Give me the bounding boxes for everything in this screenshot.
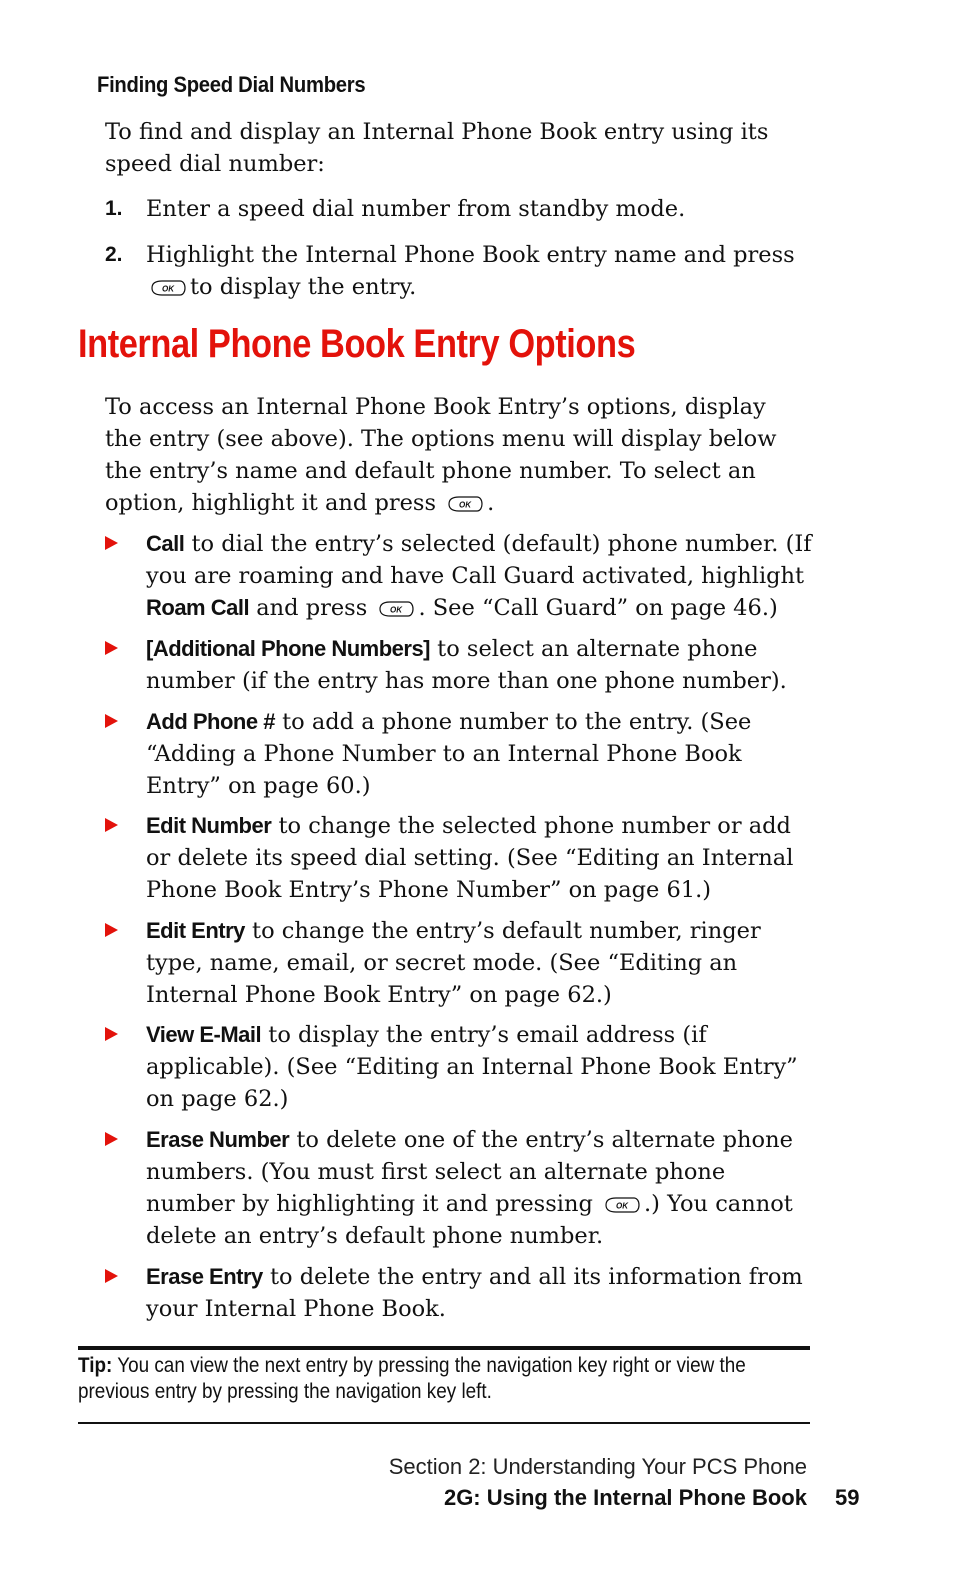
options-intro xyxy=(105,391,805,519)
step-number: 1. xyxy=(105,197,123,220)
option-text xyxy=(146,810,815,906)
option-text xyxy=(146,633,815,697)
option-description: to delete the entry and all its information from your Internal Phone Book. xyxy=(146,1264,803,1322)
step-1 xyxy=(105,193,805,225)
tip-text: You can view the next entry by pressing the navigation key right or view the previous entry by pressing the navigation key left. xyxy=(78,1354,746,1403)
option-text xyxy=(146,1261,815,1325)
options-intro-text: To access an Internal Phone Book Entry’s options, display the entry (see above). The options menu will display below the entry’s name and default phone number. To select an option, highlight it and press xyxy=(105,394,777,516)
page-number: 59 xyxy=(835,1485,860,1510)
step-number: 2. xyxy=(105,243,123,266)
option-term: Erase Entry xyxy=(146,1264,263,1289)
svg-text:OK: OK xyxy=(459,500,472,510)
bullet-arrow-icon xyxy=(105,641,118,655)
ok-key-icon xyxy=(378,601,414,617)
option-text xyxy=(146,1019,815,1115)
option-erase-entry xyxy=(105,1261,815,1325)
option-description: to display the entry’s email address (if applicable). (See “Editing an Internal Phone Book Entry” on page 62.) xyxy=(146,1022,798,1112)
footer-chapter-title: 2G: Using the Internal Phone Book xyxy=(443,1485,807,1510)
ok-key-icon xyxy=(150,280,186,296)
option-description: to add a phone number to the entry. (See “Adding a Phone Number to an Internal Phone Book Entry” on page 60.) xyxy=(146,709,752,799)
footer-section-title: Section 2: Understanding Your PCS Phone xyxy=(388,1454,807,1479)
bullet-arrow-icon xyxy=(105,1027,118,1041)
tip-label: Tip: xyxy=(78,1354,113,1377)
option-text xyxy=(146,915,815,1011)
bullet-arrow-icon xyxy=(105,1132,118,1146)
option-erase-number xyxy=(105,1124,815,1252)
ok-key-icon xyxy=(604,1197,640,1213)
step-text-after: to display the entry. xyxy=(190,274,417,300)
option-description: to delete one of the entry’s alternate phone numbers. (You must first select an alternate phone number by highlighting it and pressing xyxy=(146,1127,793,1217)
option-term: Edit Entry xyxy=(146,918,245,943)
finding-intro: To find and display an Internal Phone Book entry using its speed dial number: xyxy=(105,119,769,177)
step-text xyxy=(146,239,805,303)
options-intro-end: . xyxy=(487,490,495,516)
option-description: and press xyxy=(249,595,368,621)
option-text xyxy=(146,706,815,802)
bullet-arrow-icon xyxy=(105,714,118,728)
tip-box xyxy=(78,1353,816,1405)
option-edit-number xyxy=(105,810,815,906)
step-text-before: Highlight the Internal Phone Book entry name and press xyxy=(146,242,795,268)
bullet-arrow-icon xyxy=(105,536,118,550)
option-description: to change the entry’s default number, ringer type, name, email, or secret mode. (See “Editing an Internal Phone Book Entry” on page 62.) xyxy=(146,918,761,1008)
page-title: Internal Phone Book Entry Options xyxy=(78,322,636,366)
option-call xyxy=(105,528,815,624)
tip-top-rule xyxy=(78,1346,810,1350)
option-term: Add Phone # xyxy=(146,709,275,734)
option-edit-entry xyxy=(105,915,815,1011)
option-term: Call xyxy=(146,531,185,556)
section-subheading: Finding Speed Dial Numbers xyxy=(97,72,366,97)
tip-bottom-rule xyxy=(78,1422,810,1424)
option-add-phone xyxy=(105,706,815,802)
step-2 xyxy=(105,239,805,303)
ok-key-icon xyxy=(447,496,483,512)
option-description: to dial the entry’s selected (default) phone number. (If you are roaming and have Call Guard activated, highlight xyxy=(146,531,812,589)
svg-text:OK: OK xyxy=(616,1201,629,1211)
svg-text:OK: OK xyxy=(162,284,174,294)
option-additional-numbers xyxy=(105,633,815,697)
svg-text:OK: OK xyxy=(390,605,403,615)
option-description: to change the selected phone number or add or delete its speed dial setting. (See “Editing an Internal Phone Book Entry’s Phone Number” on page 61.) xyxy=(146,813,794,903)
option-description: . See “Call Guard” on page 46.) xyxy=(418,595,778,621)
option-term: Edit Number xyxy=(146,813,272,838)
step-text: Enter a speed dial number from standby mode. xyxy=(146,196,686,222)
option-term-roam-call: Roam Call xyxy=(146,595,250,620)
option-description: to select an alternate phone number (if the entry has more than one phone number). xyxy=(146,636,787,694)
option-view-email xyxy=(105,1019,815,1115)
bullet-arrow-icon xyxy=(105,818,118,832)
bullet-arrow-icon xyxy=(105,1269,118,1283)
option-description: .) You cannot delete an entry’s default phone number. xyxy=(146,1191,793,1249)
option-term: Erase Number xyxy=(146,1127,290,1152)
option-term: [Additional Phone Numbers] xyxy=(146,636,430,661)
option-text xyxy=(146,528,815,624)
option-term: View E-Mail xyxy=(146,1022,262,1047)
option-text xyxy=(146,1124,815,1252)
bullet-arrow-icon xyxy=(105,923,118,937)
